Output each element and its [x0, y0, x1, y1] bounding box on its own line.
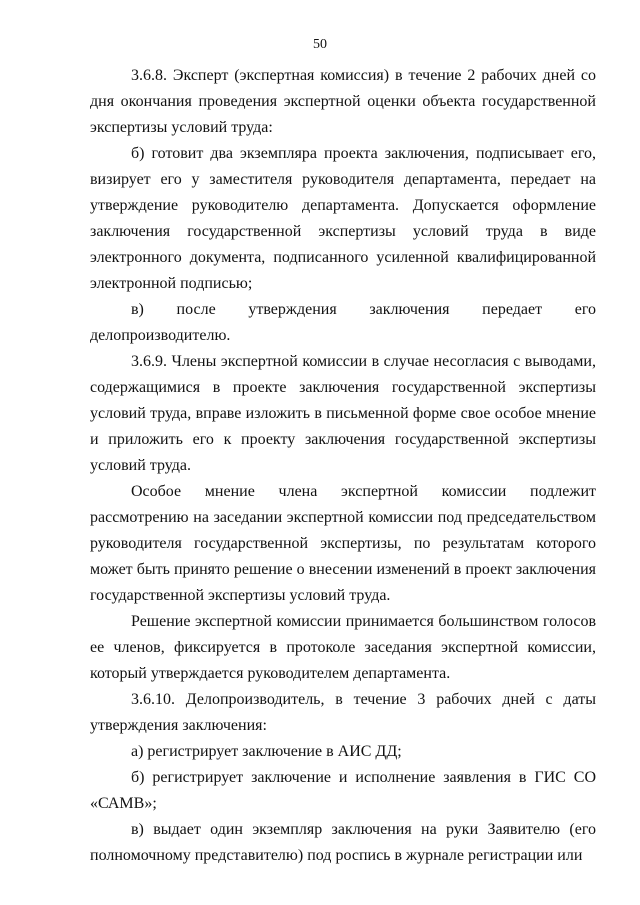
paragraph-item-v-transfer: в) после утверждения заключения передает его делопроизводителю. [90, 301, 596, 344]
paragraph-special-opinion: Особое мнение члена экспертной комиссии подлежит рассмотрению на заседании экспертной комиссии под председательством руководителя государственной экспертизы, по результатам которого может быть принято решение о внесении изменений в проект заключения государственной экспертизы условий труда. [90, 483, 596, 604]
paragraph-commission-decision: Решение экспертной комиссии принимается большинством голосов ее членов, фиксируется в протоколе заседания экспертной комиссии, который утверждается руководителем департамента. [90, 613, 596, 682]
paragraph-item-a-register: а) регистрирует заключение в АИС ДД; [131, 743, 402, 760]
paragraph-item-b-register-gis: б) регистрирует заключение и исполнение заявления в ГИС СО «САМВ»; [90, 769, 596, 812]
page-number: 50 [313, 37, 327, 52]
paragraph-item-v-issue: в) выдает один экземпляр заключения на руки Заявителю (его полномочному представителю) под роспись в журнале регистрации или [90, 821, 596, 864]
paragraph-3-6-9: 3.6.9. Члены экспертной комиссии в случае несогласия с выводами, содержащимися в проекте заключения государственной экспертизы условий труда, вправе изложить в письменной форме свое особое мнение и приложить его к проекту заключения государственной экспертизы условий труда. [90, 353, 596, 474]
paragraph-3-6-10: 3.6.10. Делопроизводитель, в течение 3 рабочих дней с даты утверждения заключения: [90, 691, 596, 734]
paragraph-item-b-prepare: б) готовит два экземпляра проекта заключения, подписывает его, визирует его у заместителя руководителя департамента, передает на утверждение руководителю департамента. Допускается оформление заключения государственной экспертизы условий труда в виде электронного документа, подписанного усиленной квалифицированной электронной подписью; [90, 145, 596, 292]
document-body [90, 63, 596, 869]
paragraph-3-6-8: 3.6.8. Эксперт (экспертная комиссия) в течение 2 рабочих дней со дня окончания проведения экспертной оценки объекта государственной экспертизы условий труда: [90, 67, 596, 136]
